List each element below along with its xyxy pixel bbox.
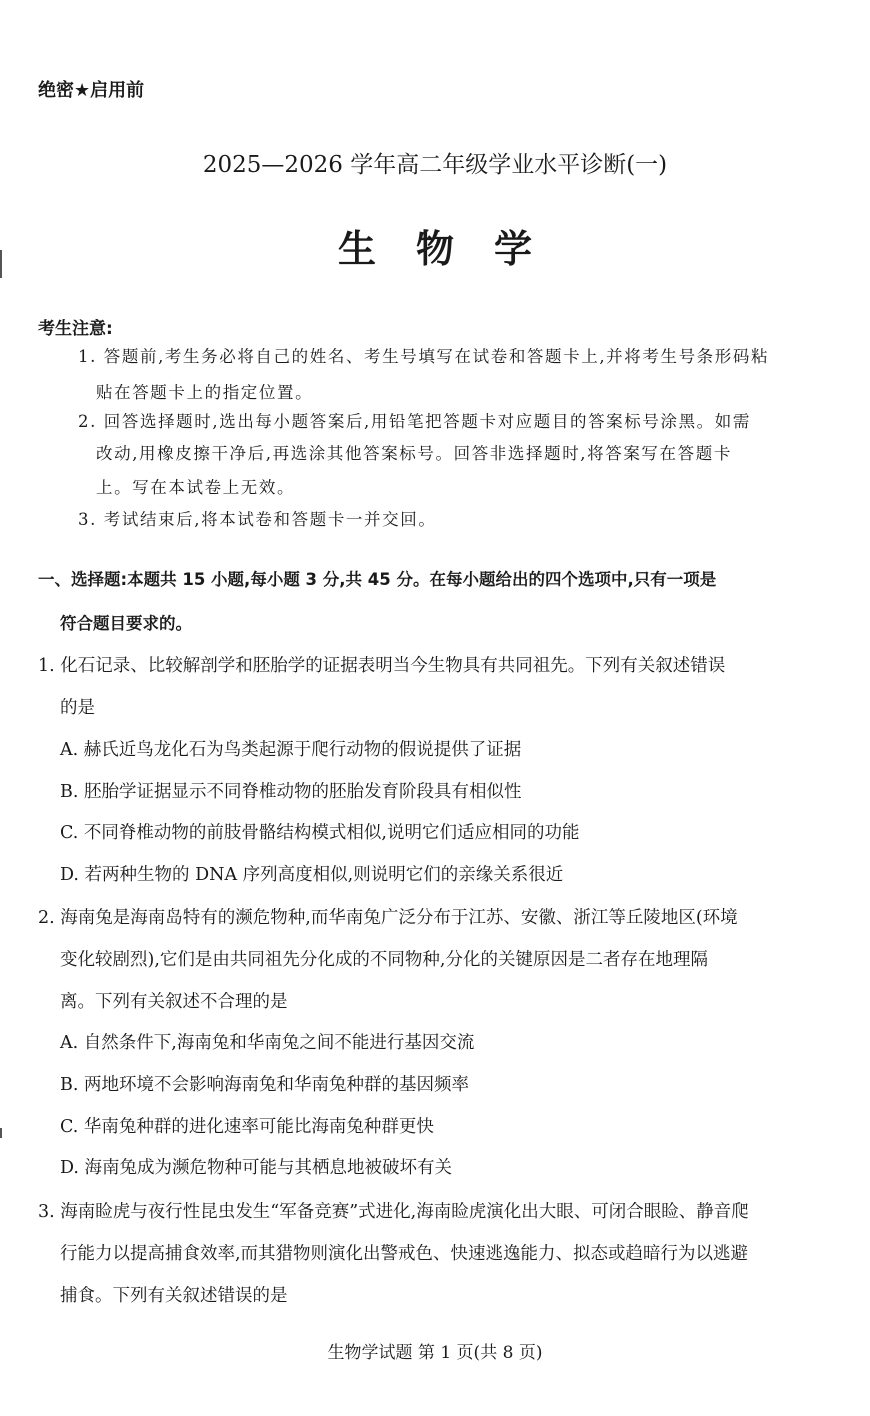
question-stem: 行能力以提高捕食效率,而其猎物则演化出警戒色、快速逃逸能力、拟态或趋暗行为以逃避 [60,1244,749,1264]
question-stem: 变化较剧烈),它们是由共同祖先分化成的不同物种,分化的关键原因是二者存在地理隔 [60,950,708,970]
confidential-label: 绝密★启用前 [38,80,145,101]
answer-option: D. 海南兔成为濒危物种可能与其栖息地被破坏有关 [60,1158,453,1178]
answer-option: C. 不同脊椎动物的前肢骨骼结构模式相似,说明它们适应相同的功能 [60,823,580,843]
question-stem: 3. 海南睑虎与夜行性昆虫发生“军备竞赛”式进化,海南睑虎演化出大眼、可闭合眼睑、静音爬 [38,1202,749,1222]
notice-line: 贴在答题卡上的指定位置。 [96,383,314,402]
section-heading: 一、选择题:本题共 15 小题,每小题 3 分,共 45 分。在每小题给出的四个选项中,只有一项是 [38,570,717,589]
answer-option: B. 两地环境不会影响海南兔和华南兔种群的基因频率 [60,1075,469,1095]
answer-option: B. 胚胎学证据显示不同脊椎动物的胚胎发育阶段具有相似性 [60,782,522,802]
answer-option: D. 若两种生物的 DNA 序列高度相似,则说明它们的亲缘关系很近 [60,865,564,885]
question-stem: 离。下列有关叙述不合理的是 [60,992,288,1012]
notice-line: 上。写在本试卷上无效。 [96,478,296,497]
notice-line: 1. 答题前,考生务必将自己的姓名、考生号填写在试卷和答题卡上,并将考生号条形码粘 [78,347,770,366]
left-margin-mark [0,1128,2,1138]
answer-option: A. 自然条件下,海南兔和华南兔之间不能进行基因交流 [60,1033,475,1053]
page-footer: 生物学试题 第 1 页(共 8 页) [327,1343,543,1363]
question-stem: 的是 [60,698,95,718]
notice-line: 2. 回答选择题时,选出每小题答案后,用铅笔把答题卡对应题目的答案标号涂黑。如需 [78,412,751,431]
question-stem: 捕食。下列有关叙述错误的是 [60,1286,288,1306]
subject-title: 生物学 [337,227,572,271]
answer-option: A. 赫氏近鸟龙化石为鸟类起源于爬行动物的假说提供了证据 [60,740,522,760]
notice-line: 改动,用橡皮擦干净后,再选涂其他答案标号。回答非选择题时,将答案写在答题卡 [96,444,732,463]
question-stem: 1. 化石记录、比较解剖学和胚胎学的证据表明当今生物具有共同祖先。下列有关叙述错误 [38,656,726,676]
question-stem: 2. 海南兔是海南岛特有的濒危物种,而华南兔广泛分布于江苏、安徽、浙江等丘陵地区(环境 [38,908,738,928]
section-heading-cont: 符合题目要求的。 [60,614,192,633]
answer-option: C. 华南兔种群的进化速率可能比海南兔种群更快 [60,1117,434,1137]
exam-title: 2025—2026 学年高二年级学业水平诊断(一) [202,152,668,178]
notice-heading: 考生注意: [38,319,113,339]
notice-line: 3. 考试结束后,将本试卷和答题卡一并交回。 [78,510,437,529]
